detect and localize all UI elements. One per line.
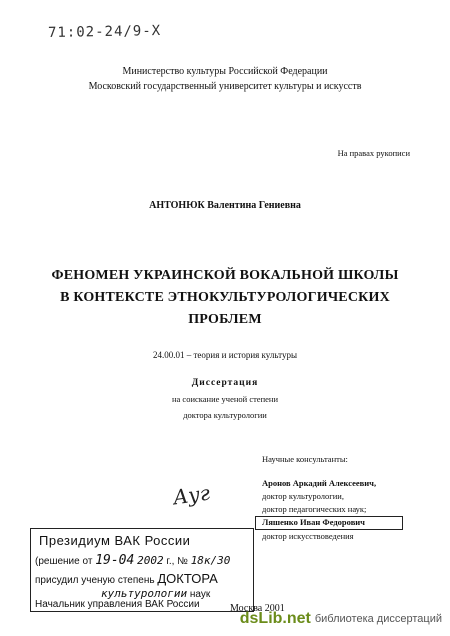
signature: Ауг <box>171 480 212 510</box>
stamp-decision-prefix: (решение от <box>35 556 93 567</box>
vak-stamp <box>30 528 254 612</box>
stamp-decision-line <box>35 553 230 568</box>
stamp-decision-date: 19-04 <box>95 553 135 568</box>
title-line-3: ПРОБЛЕМ <box>188 312 262 327</box>
consultant-1-degree-1: доктор культурологии, <box>262 491 344 501</box>
stamp-field-suffix: наук <box>189 589 211 600</box>
manuscript-note: На правах рукописи <box>337 148 410 158</box>
ministry-name: Министерство культуры Российской Федерации <box>122 66 328 77</box>
university-name: Московский государственный университет культуры и искусств <box>88 81 362 92</box>
degree-purpose: на соискание ученой степени <box>171 394 278 404</box>
watermark[interactable] <box>240 610 442 628</box>
stamp-decision-year: 2002 <box>137 554 164 567</box>
stamp-field: культурологии <box>101 587 188 600</box>
handwritten-archive-code: 71:02-24/9-X <box>47 23 162 41</box>
consultant-1-name: Аронов Аркадий Алексеевич, <box>262 478 377 488</box>
author-name: АНТОНЮК Валентина Гениевна <box>149 200 301 211</box>
consultant-2-degree: доктор искусствоведения <box>262 531 354 541</box>
title-line-2: В КОНТЕКСТЕ ЭТНОКУЛЬТУРОЛОГИЧЕСКИХ <box>60 290 390 305</box>
stamp-decision-number: 18к/30 <box>190 554 231 567</box>
watermark-logo[interactable]: dsLib.net <box>239 610 311 627</box>
specialty-code: 24.00.01 – теория и история культуры <box>153 350 297 360</box>
degree-name: доктора культурологии <box>183 410 267 420</box>
city-year: Москва 2001 <box>230 603 285 614</box>
stamp-title: Президиум ВАК России <box>39 533 191 548</box>
stamp-decision-no: г., № <box>166 556 188 567</box>
stamp-award-line <box>35 571 218 586</box>
dissertation-label: Диссертация <box>191 378 259 388</box>
consultants-heading: Научные консультанты: <box>262 454 348 464</box>
watermark-text: библиотека диссертаций <box>314 613 442 625</box>
stamp-award-prefix: присудил ученую степень <box>35 575 155 586</box>
stamp-signer: Начальник управления ВАК России <box>35 599 200 610</box>
stamp-award-degree: ДОКТОРА <box>157 571 218 586</box>
title-line-1: ФЕНОМЕН УКРАИНСКОЙ ВОКАЛЬНОЙ ШКОЛЫ <box>51 268 399 283</box>
consultant-2-name: Ляшенко Иван Федорович <box>262 517 365 527</box>
consultant-1-degree-2: доктор педагогических наук; <box>262 504 367 514</box>
